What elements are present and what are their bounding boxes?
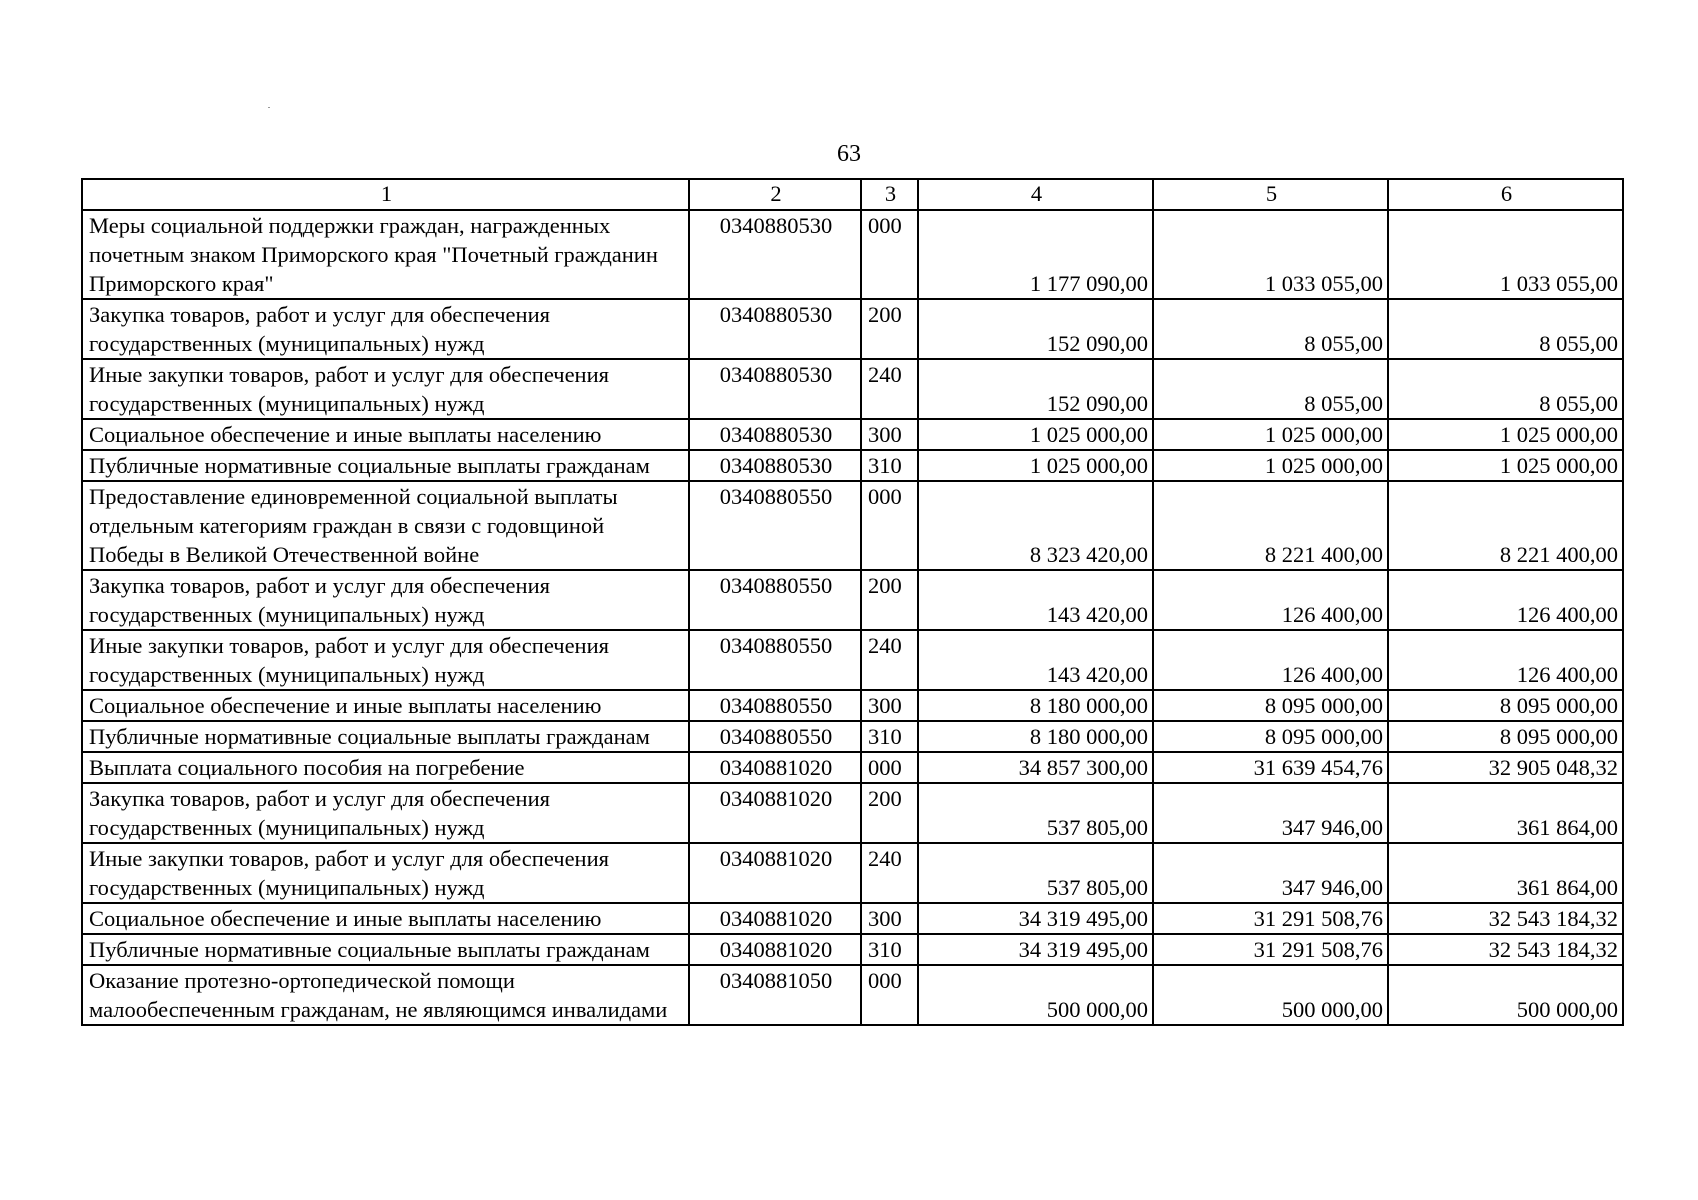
row-value-col6: 1 025 000,00 xyxy=(1388,419,1623,450)
row-value-col5: 8 095 000,00 xyxy=(1153,690,1388,721)
row-value-col4: 1 177 090,00 xyxy=(918,210,1153,299)
row-value-col6: 8 055,00 xyxy=(1388,299,1623,359)
row-value-col5: 31 291 508,76 xyxy=(1153,903,1388,934)
row-expense-type: 200 xyxy=(861,570,918,630)
row-value-col6: 500 000,00 xyxy=(1388,965,1623,1025)
row-description: Оказание протезно-ортопедической помощи малообеспеченным гражданам, не являющимся инвалидами xyxy=(82,965,689,1025)
table-row xyxy=(82,481,1623,570)
row-description: Социальное обеспечение и иные выплаты населению xyxy=(82,690,689,721)
row-description: Иные закупки товаров, работ и услуг для обеспечения государственных (муниципальных) нужд xyxy=(82,843,689,903)
row-target-code: 0340881020 xyxy=(689,783,861,843)
row-value-col4: 1 025 000,00 xyxy=(918,419,1153,450)
row-target-code: 0340880550 xyxy=(689,721,861,752)
table-row xyxy=(82,359,1623,419)
row-value-col5: 8 221 400,00 xyxy=(1153,481,1388,570)
row-value-col4: 8 180 000,00 xyxy=(918,721,1153,752)
table-row xyxy=(82,752,1623,783)
row-expense-type: 300 xyxy=(861,419,918,450)
row-description: Социальное обеспечение и иные выплаты населению xyxy=(82,419,689,450)
row-value-col5: 126 400,00 xyxy=(1153,630,1388,690)
row-target-code: 0340880550 xyxy=(689,570,861,630)
row-target-code: 0340880530 xyxy=(689,210,861,299)
column-header: 4 xyxy=(918,179,1153,210)
row-expense-type: 310 xyxy=(861,934,918,965)
row-value-col4: 8 323 420,00 xyxy=(918,481,1153,570)
row-value-col4: 537 805,00 xyxy=(918,783,1153,843)
column-header: 2 xyxy=(689,179,861,210)
row-value-col6: 361 864,00 xyxy=(1388,843,1623,903)
row-value-col4: 537 805,00 xyxy=(918,843,1153,903)
row-value-col6: 32 905 048,32 xyxy=(1388,752,1623,783)
row-description: Меры социальной поддержки граждан, награжденных почетным знаком Приморского края "Почетный гражданин Приморского края" xyxy=(82,210,689,299)
row-expense-type: 240 xyxy=(861,630,918,690)
row-description: Социальное обеспечение и иные выплаты населению xyxy=(82,903,689,934)
row-target-code: 0340880530 xyxy=(689,359,861,419)
row-target-code: 0340880550 xyxy=(689,630,861,690)
row-description: Иные закупки товаров, работ и услуг для обеспечения государственных (муниципальных) нужд xyxy=(82,359,689,419)
row-expense-type: 300 xyxy=(861,690,918,721)
row-description: Закупка товаров, работ и услуг для обеспечения государственных (муниципальных) нужд xyxy=(82,783,689,843)
row-expense-type: 000 xyxy=(861,481,918,570)
table-row xyxy=(82,570,1623,630)
row-expense-type: 240 xyxy=(861,843,918,903)
row-target-code: 0340880530 xyxy=(689,419,861,450)
row-expense-type: 300 xyxy=(861,903,918,934)
row-value-col6: 1 033 055,00 xyxy=(1388,210,1623,299)
row-value-col5: 1 025 000,00 xyxy=(1153,419,1388,450)
row-value-col5: 8 055,00 xyxy=(1153,359,1388,419)
table-row xyxy=(82,450,1623,481)
row-target-code: 0340881020 xyxy=(689,843,861,903)
row-value-col4: 152 090,00 xyxy=(918,299,1153,359)
row-expense-type: 310 xyxy=(861,450,918,481)
row-expense-type: 200 xyxy=(861,299,918,359)
row-target-code: 0340880530 xyxy=(689,299,861,359)
row-value-col6: 32 543 184,32 xyxy=(1388,934,1623,965)
table-row xyxy=(82,630,1623,690)
row-expense-type: 000 xyxy=(861,752,918,783)
row-value-col5: 347 946,00 xyxy=(1153,843,1388,903)
column-header: 1 xyxy=(82,179,689,210)
row-value-col6: 126 400,00 xyxy=(1388,570,1623,630)
row-value-col4: 34 319 495,00 xyxy=(918,934,1153,965)
row-description: Закупка товаров, работ и услуг для обеспечения государственных (муниципальных) нужд xyxy=(82,570,689,630)
row-value-col6: 1 025 000,00 xyxy=(1388,450,1623,481)
row-expense-type: 200 xyxy=(861,783,918,843)
row-description: Публичные нормативные социальные выплаты гражданам xyxy=(82,934,689,965)
row-value-col4: 143 420,00 xyxy=(918,630,1153,690)
row-value-col4: 152 090,00 xyxy=(918,359,1153,419)
row-value-col6: 8 095 000,00 xyxy=(1388,690,1623,721)
row-value-col6: 8 221 400,00 xyxy=(1388,481,1623,570)
row-value-col6: 32 543 184,32 xyxy=(1388,903,1623,934)
row-description: Публичные нормативные социальные выплаты гражданам xyxy=(82,450,689,481)
row-value-col6: 8 095 000,00 xyxy=(1388,721,1623,752)
row-target-code: 0340880550 xyxy=(689,481,861,570)
table-row xyxy=(82,903,1623,934)
row-target-code: 0340881050 xyxy=(689,965,861,1025)
row-expense-type: 000 xyxy=(861,210,918,299)
row-value-col4: 34 857 300,00 xyxy=(918,752,1153,783)
row-description: Предоставление единовременной социальной выплаты отдельным категориям граждан в связи с годовщиной Победы в Великой Отечественной войне xyxy=(82,481,689,570)
table-row xyxy=(82,721,1623,752)
row-description: Закупка товаров, работ и услуг для обеспечения государственных (муниципальных) нужд xyxy=(82,299,689,359)
table-header-row xyxy=(82,179,1623,210)
row-value-col5: 8 095 000,00 xyxy=(1153,721,1388,752)
table-row xyxy=(82,843,1623,903)
budget-table xyxy=(81,178,1624,1026)
row-value-col5: 31 639 454,76 xyxy=(1153,752,1388,783)
row-value-col5: 1 025 000,00 xyxy=(1153,450,1388,481)
row-target-code: 0340881020 xyxy=(689,752,861,783)
table-row xyxy=(82,299,1623,359)
row-target-code: 0340881020 xyxy=(689,934,861,965)
table-row xyxy=(82,419,1623,450)
row-value-col4: 1 025 000,00 xyxy=(918,450,1153,481)
row-value-col5: 500 000,00 xyxy=(1153,965,1388,1025)
row-description: Иные закупки товаров, работ и услуг для обеспечения государственных (муниципальных) нужд xyxy=(82,630,689,690)
row-value-col6: 126 400,00 xyxy=(1388,630,1623,690)
table-row xyxy=(82,783,1623,843)
table-row xyxy=(82,934,1623,965)
column-header: 6 xyxy=(1388,179,1623,210)
row-target-code: 0340881020 xyxy=(689,903,861,934)
column-header: 3 xyxy=(861,179,918,210)
row-target-code: 0340880550 xyxy=(689,690,861,721)
column-header: 5 xyxy=(1153,179,1388,210)
row-value-col4: 500 000,00 xyxy=(918,965,1153,1025)
row-value-col5: 31 291 508,76 xyxy=(1153,934,1388,965)
row-expense-type: 000 xyxy=(861,965,918,1025)
row-value-col4: 34 319 495,00 xyxy=(918,903,1153,934)
table-row xyxy=(82,210,1623,299)
row-value-col5: 347 946,00 xyxy=(1153,783,1388,843)
row-value-col5: 8 055,00 xyxy=(1153,299,1388,359)
row-value-col5: 1 033 055,00 xyxy=(1153,210,1388,299)
row-value-col6: 361 864,00 xyxy=(1388,783,1623,843)
row-expense-type: 240 xyxy=(861,359,918,419)
table-row xyxy=(82,965,1623,1025)
row-value-col6: 8 055,00 xyxy=(1388,359,1623,419)
row-target-code: 0340880530 xyxy=(689,450,861,481)
row-value-col4: 143 420,00 xyxy=(918,570,1153,630)
page-number: 63 xyxy=(837,141,861,167)
row-expense-type: 310 xyxy=(861,721,918,752)
row-description: Выплата социального пособия на погребение xyxy=(82,752,689,783)
table-row xyxy=(82,690,1623,721)
row-description: Публичные нормативные социальные выплаты гражданам xyxy=(82,721,689,752)
row-value-col5: 126 400,00 xyxy=(1153,570,1388,630)
scan-mark xyxy=(268,107,270,108)
row-value-col4: 8 180 000,00 xyxy=(918,690,1153,721)
